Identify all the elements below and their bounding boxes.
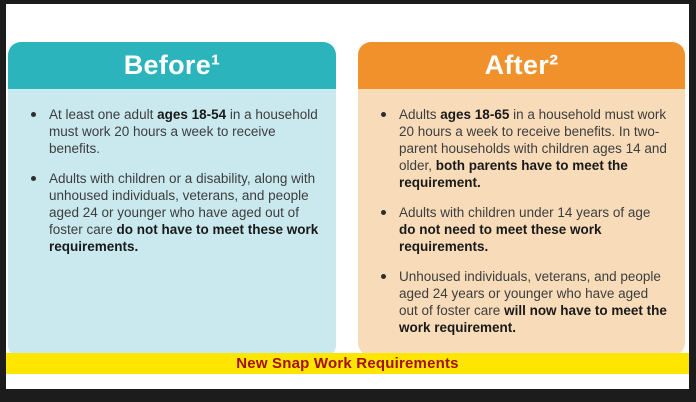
bullet-icon (381, 274, 386, 279)
footer-title: New Snap Work Requirements (236, 355, 459, 372)
before-panel (8, 42, 336, 358)
after-title: After² (484, 50, 559, 80)
bullet-text: Unhoused individuals, veterans, and people aged 24 years or younger who have aged out of foster care will now have to meet the work requirement. (399, 269, 667, 335)
after-panel-body (358, 89, 685, 356)
after-panel (358, 42, 685, 356)
before-bullet-list (22, 106, 320, 255)
list-item (372, 106, 669, 191)
bullet-icon (381, 112, 386, 117)
bullet-text: Adults with children or a disability, along with unhoused individuals, veterans, and people aged 24 or younger who have aged out of foster care do not have to meet these work requirements. (49, 171, 319, 254)
bullet-text: Adults ages 18-65 in a household must work 20 hours a week to receive benefits. In two-parent households with children ages 14 and older, both parents have to meet the requirement. (399, 107, 667, 190)
list-item (372, 268, 669, 336)
bullet-icon (31, 176, 36, 181)
list-item (22, 106, 320, 157)
bullet-text: Adults with children under 14 years of age do not need to meet these work requirements. (399, 205, 651, 254)
bullet-icon (31, 112, 36, 117)
after-bullet-list (372, 106, 669, 336)
bullet-icon (381, 210, 386, 215)
bullet-text: At least one adult ages 18-54 in a household must work 20 hours a week to receive benefits. (49, 107, 318, 156)
list-item (22, 170, 320, 255)
after-panel-header (358, 42, 685, 89)
list-item (372, 204, 669, 255)
before-title: Before¹ (123, 50, 221, 80)
before-panel-body (8, 89, 336, 358)
footer-bar (6, 353, 689, 374)
before-panel-header (8, 42, 336, 89)
